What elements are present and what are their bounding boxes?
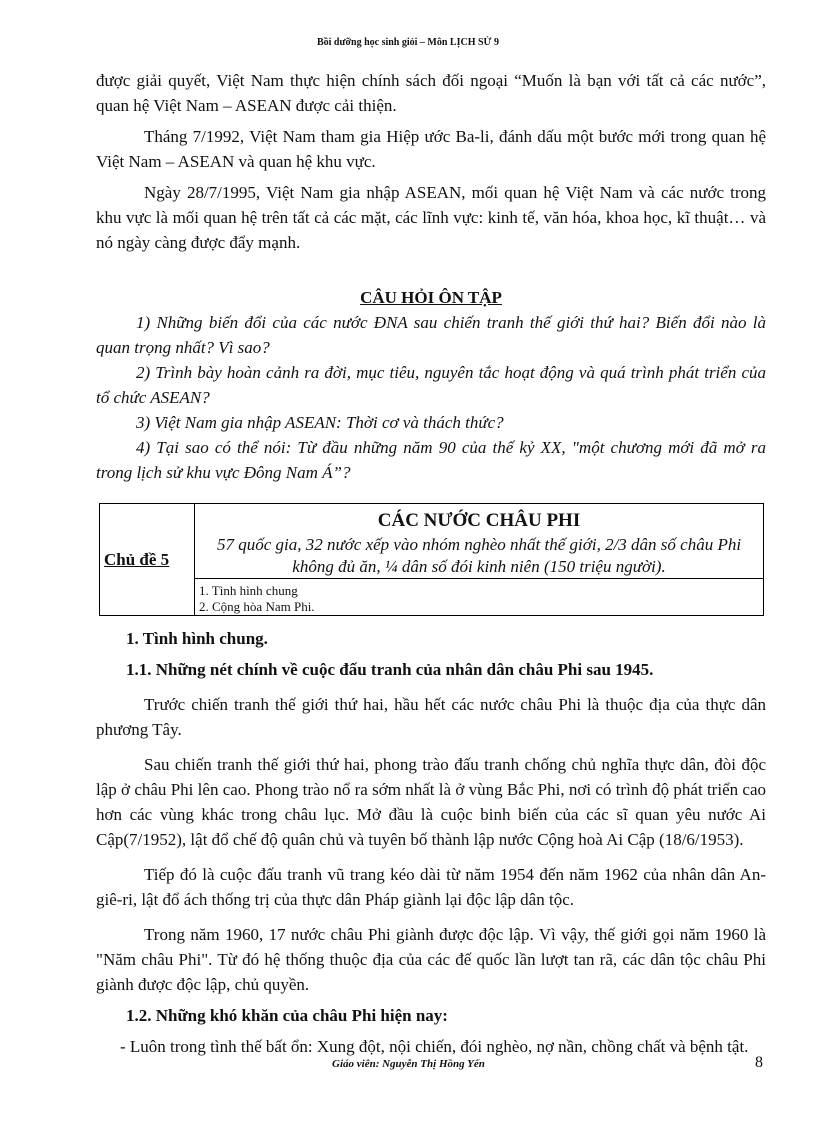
review-question: 1) Những biến đổi của các nước ĐNA sau chiến tranh thế giới thứ hai? Biến đổi nào là quan trọng nhất? Vì sao? xyxy=(96,313,766,357)
paragraph: Tháng 7/1992, Việt Nam tham gia Hiệp ước Ba-li, đánh dấu một bước mới trong quan hệ Việt Nam – ASEAN và quan hệ khu vực. xyxy=(96,127,766,171)
topic-description: 57 quốc gia, 32 nước xếp vào nhóm nghèo nhất thế giới, 2/3 dân số châu Phi không đủ ăn, ¼ dân số đói kinh niên (150 triệu người). xyxy=(195,534,764,579)
subsection-heading: 1.1. Những nét chính về cuộc đấu tranh của nhân dân châu Phi sau 1945. xyxy=(126,660,654,679)
paragraph: Trong năm 1960, 17 nước châu Phi giành được độc lập. Vì vậy, thế giới gọi năm 1960 là "Năm châu Phi". Từ đó hệ thống thuộc địa của các đế quốc lần lượt tan rã, các dân tộc châu Phi giành được độc lập, chủ quyền. xyxy=(96,925,766,994)
paragraph: Sau chiến tranh thế giới thứ hai, phong trào đấu tranh chống chủ nghĩa thực dân, đòi độc lập ở châu Phi lên cao. Phong trào nổ ra sớm nhất là ở vùng Bắc Phi, nơi có trình độ phát triển cao hơn các vùng khác trong châu lục. Mở đầu là cuộc binh biến của các sĩ quan yêu nước Ai Cập(7/1952), lật đổ chế độ quân chủ và tuyên bố thành lập nước Cộng hoà Ai Cập (18/6/1953). xyxy=(96,755,766,849)
review-question: 4) Tại sao có thể nói: Từ đầu những năm 90 của thế kỷ XX, "một chương mới đã mở ra trong lịch sử khu vực Đông Nam Á”? xyxy=(96,438,766,482)
paragraph: được giải quyết, Việt Nam thực hiện chính sách đối ngoại “Muốn là bạn với tất cả các nước”, quan hệ Việt Nam – ASEAN được cải thiện. xyxy=(96,71,766,115)
review-title: CÂU HỎI ÔN TẬP xyxy=(360,288,502,307)
bullet-item: - Luôn trong tình thế bất ổn: Xung đột, nội chiến, đói nghèo, nợ nần, chồng chất và bệnh tật. xyxy=(120,1037,749,1056)
topic-item: 2. Cộng hòa Nam Phi. xyxy=(199,599,315,614)
paragraph: Tiếp đó là cuộc đấu tranh vũ trang kéo dài từ năm 1954 đến năm 1962 của nhân dân An-giê-ri, lật đổ ách thống trị của thực dân Pháp giành lại độc lập dân tộc. xyxy=(96,865,766,909)
teacher-name: Giáo viên: Nguyễn Thị Hồng Yến xyxy=(332,1058,485,1070)
review-question: 3) Việt Nam gia nhập ASEAN: Thời cơ và thách thức? xyxy=(136,413,504,432)
topic-item: 1. Tình hình chung xyxy=(199,583,298,598)
review-question: 2) Trình bày hoàn cảnh ra đời, mục tiêu, nguyên tắc hoạt động và quá trình phát triển của tổ chức ASEAN? xyxy=(96,363,766,407)
topic-title: CÁC NƯỚC CHÂU PHI xyxy=(195,504,764,535)
topic-items xyxy=(195,579,764,616)
section-heading: 1. Tình hình chung. xyxy=(126,629,268,648)
paragraph: Trước chiến tranh thế giới thứ hai, hầu hết các nước châu Phi là thuộc địa của thực dân phương Tây. xyxy=(96,695,766,739)
page-number: 8 xyxy=(755,1054,763,1071)
topic-box xyxy=(99,503,764,616)
page-content xyxy=(96,68,766,1059)
paragraph: Ngày 28/7/1995, Việt Nam gia nhập ASEAN, mối quan hệ Việt Nam và các nước trong khu vực là mối quan hệ trên tất cả các mặt, các lĩnh vực: kinh tế, văn hóa, khoa học, kĩ thuật… và nó ngày càng được đẩy mạnh. xyxy=(96,183,766,252)
page-header: Bồi dưỡng học sinh giỏi – Môn LỊCH SỬ 9 xyxy=(316,37,500,48)
topic-label: Chủ đề 5 xyxy=(100,504,195,616)
subsection-heading: 1.2. Những khó khăn của châu Phi hiện nay: xyxy=(126,1006,448,1025)
